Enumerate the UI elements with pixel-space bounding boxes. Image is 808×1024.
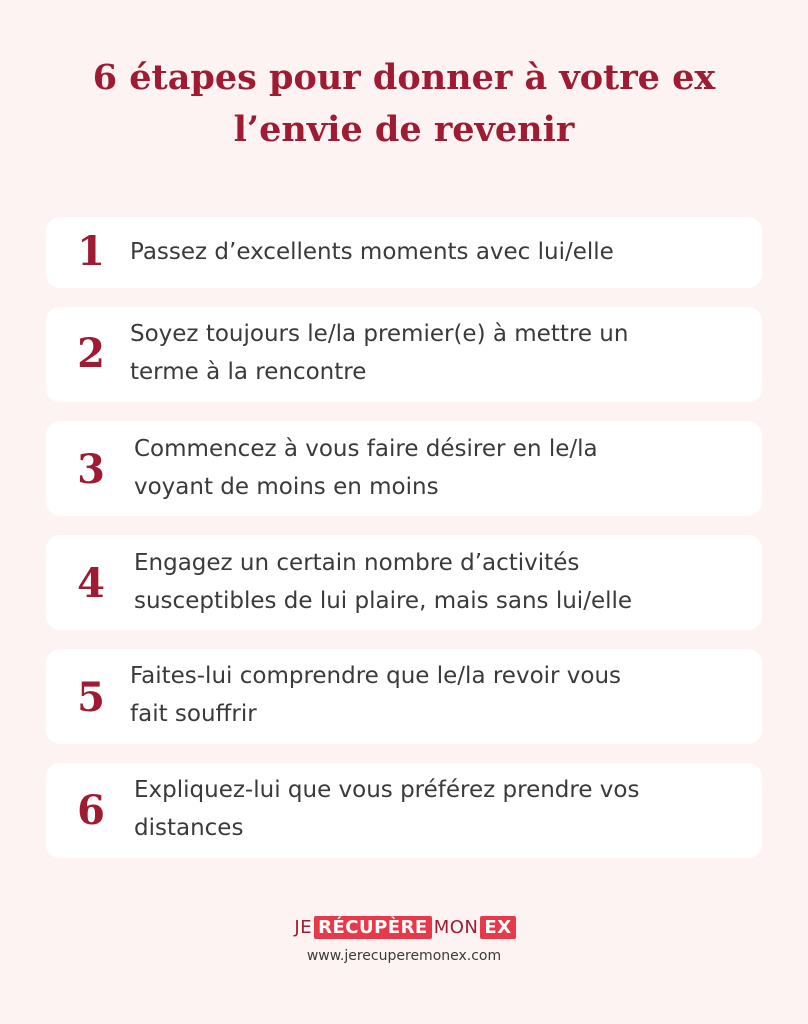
step-text-line: distances [134, 815, 244, 841]
step-number: 4 [77, 560, 105, 607]
step-text [130, 233, 722, 271]
step-text-line: susceptibles de lui plaire, mais sans lui/elle [134, 588, 633, 614]
step-text-line: Soyez toujours le/la premier(e) à mettre un [130, 321, 629, 347]
brand-word-highlight: EX [480, 916, 515, 939]
step-text [134, 544, 742, 620]
step-text-line: voyant de moins en moins [134, 474, 439, 500]
step-card-1 [46, 217, 762, 288]
step-text [134, 430, 722, 506]
step-text [130, 315, 722, 391]
title-line-1: 6 étapes pour donner à votre ex [92, 57, 716, 98]
page-title [0, 52, 808, 156]
step-card-4 [46, 535, 762, 630]
title-line-2: l’envie de revenir [233, 109, 575, 150]
step-number: 2 [77, 330, 105, 377]
step-text-line: Faites-lui comprendre que le/la revoir vous [130, 663, 622, 689]
step-text-line: Commencez à vous faire désirer en le/la [134, 436, 598, 462]
brand-word: JE [294, 916, 313, 938]
step-card-3 [46, 421, 762, 516]
brand-word: MON [433, 916, 479, 938]
step-text [134, 771, 722, 847]
website-url: www.jerecuperemonex.com [306, 948, 502, 964]
step-text-line: Expliquez-lui que vous préférez prendre vos [134, 777, 640, 803]
step-number: 3 [77, 446, 105, 493]
step-text [130, 657, 722, 733]
step-card-6 [46, 763, 762, 858]
step-text-line: fait souffrir [130, 701, 257, 727]
step-card-5 [46, 649, 762, 744]
step-text-line: terme à la rencontre [130, 359, 367, 385]
step-card-2 [46, 307, 762, 402]
step-number: 6 [77, 787, 105, 834]
brand-logo [0, 914, 808, 940]
step-number: 1 [77, 228, 105, 275]
step-text-line: Engagez un certain nombre d’activités [134, 550, 580, 576]
brand-word-highlight: RÉCUPÈRE [314, 916, 432, 939]
step-text-line: Passez d’excellents moments avec lui/elle [130, 239, 614, 265]
step-number: 5 [77, 674, 105, 721]
